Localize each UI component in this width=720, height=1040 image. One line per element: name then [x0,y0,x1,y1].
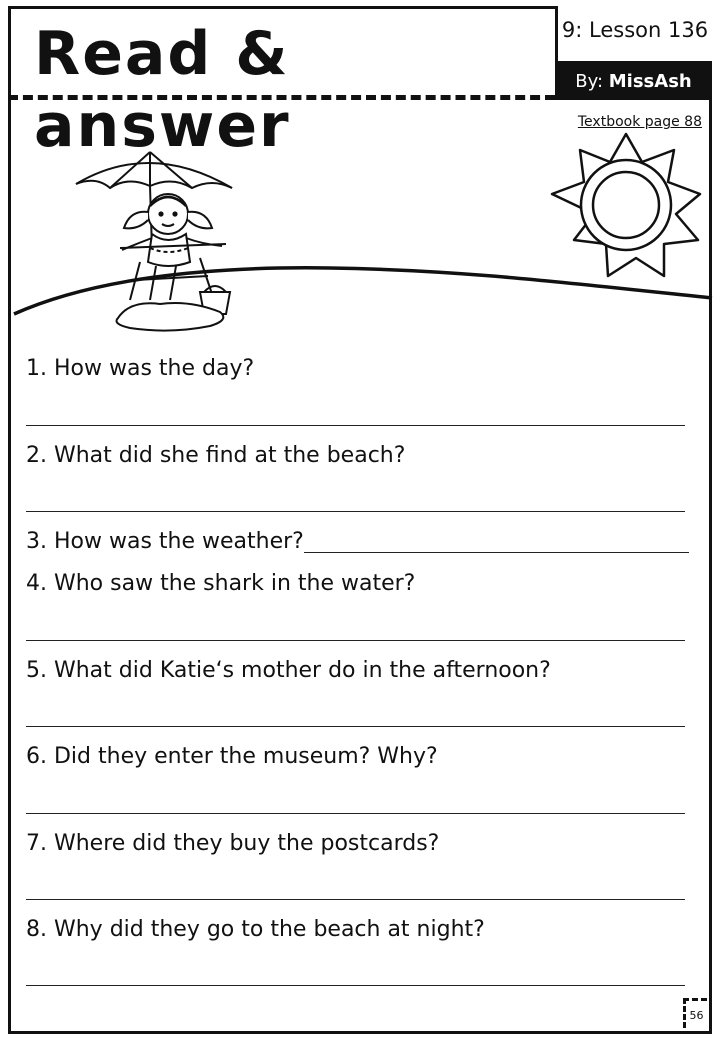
answer-line-4[interactable] [26,640,685,641]
textbook-reference: Textbook page 88 [577,114,702,130]
question-1: 1. How was the day? [26,356,255,381]
question-6: 6. Did they enter the museum? Why? [26,744,438,769]
sun-icon [552,134,700,276]
question-7: 7. Where did they buy the postcards? [26,831,440,856]
question-8: 8. Why did they go to the beach at night? [26,917,485,942]
answer-line-7[interactable] [26,899,685,900]
question-5: 5. What did Katie‘s mother do in the afternoon? [26,658,551,683]
answer-line-2[interactable] [26,511,685,512]
by-label: By: [575,71,604,92]
illustration-layer [0,0,720,340]
lesson-label: 9: Lesson 136 [561,18,709,42]
question-2: 2. What did she find at the beach? [26,443,406,468]
answer-line-3[interactable] [304,552,689,553]
answer-line-8[interactable] [26,985,685,986]
page-title: Read & answer [34,19,291,161]
author-name: MissAsh [608,71,692,92]
answer-line-6[interactable] [26,813,685,814]
page-number: 56 [683,998,707,1028]
question-4: 4. Who saw the shark in the water? [26,571,416,596]
question-3: 3. How was the weather? [26,529,304,554]
girl-under-umbrella-icon [76,152,232,331]
answer-line-1[interactable] [26,425,685,426]
answer-line-5[interactable] [26,726,685,727]
